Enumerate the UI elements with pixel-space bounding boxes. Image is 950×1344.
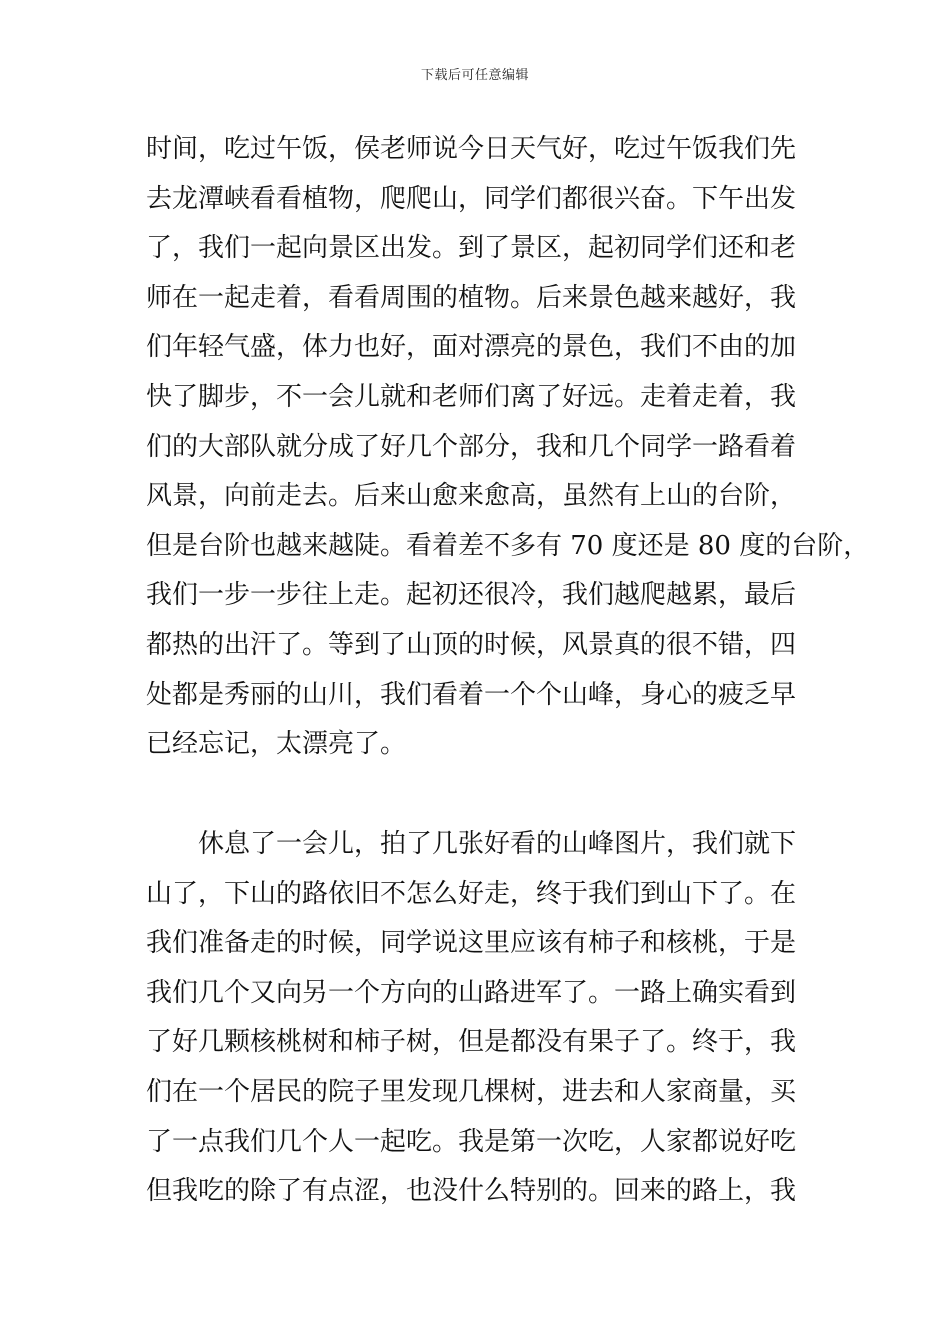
text-line: 处都是秀丽的山川，我们看着一个个山峰，身心的疲乏早 (146, 679, 797, 710)
text-line: 了好几颗核桃树和柿子树，但是都没有果子了。终于，我 (146, 1027, 797, 1058)
text-line: 快了脚步，不一会儿就和老师们离了好远。走着走着，我 (146, 381, 797, 412)
page-header: 下载后可任意编辑 (420, 68, 529, 83)
text-line: 们的大部队就分成了好几个部分，我和几个同学一路看着 (146, 431, 797, 462)
text-line: 师在一起走着，看看周围的植物。后来景色越来越好，我 (146, 282, 797, 313)
text-line: 休息了一会儿，拍了几张好看的山峰图片，我们就下 (146, 829, 797, 859)
text-line: 了一点我们几个人一起吃。我是第一次吃，人家都说好吃 (146, 1126, 797, 1157)
text-line: 们年轻气盛，体力也好，面对漂亮的景色，我们不由的加 (146, 332, 797, 363)
text-line: 们在一个居民的院子里发现几棵树，进去和人家商量，买 (146, 1076, 797, 1107)
text-line: 已经忘记，太漂亮了。 (146, 729, 407, 760)
text-line: 时间，吃过午饭，侯老师说今日天气好，吃过午饭我们先 (146, 134, 797, 164)
text-line: 山了，下山的路依旧不怎么好走，终于我们到山下了。在 (146, 878, 797, 909)
text-line: 都热的出汗了。等到了山顶的时候，风景真的很不错，四 (146, 629, 797, 660)
text-line: 去龙潭峡看看植物，爬爬山，同学们都很兴奋。下午出发 (146, 183, 797, 214)
paragraph-2 (146, 820, 811, 1217)
text-line: 但是台阶也越来越陡。看着差不多有 70 度还是 80 度的台阶， (146, 530, 870, 561)
text-line: 我们一步一步往上走。起初还很冷，我们越爬越累，最后 (146, 580, 797, 611)
text-line: 我们准备走的时候，同学说这里应该有柿子和核桃，于是 (146, 928, 797, 959)
text-line: 但我吃的除了有点涩，也没什么特别的。回来的路上，我 (146, 1176, 797, 1207)
text-line: 风景，向前走去。后来山愈来愈高，虽然有上山的台阶， (146, 481, 797, 512)
text-line: 了，我们一起向景区出发。到了景区，起初同学们还和老 (146, 233, 797, 264)
text-line: 我们几个又向另一个方向的山路进军了。一路上确实看到 (146, 977, 797, 1008)
paragraph-1 (146, 125, 870, 770)
